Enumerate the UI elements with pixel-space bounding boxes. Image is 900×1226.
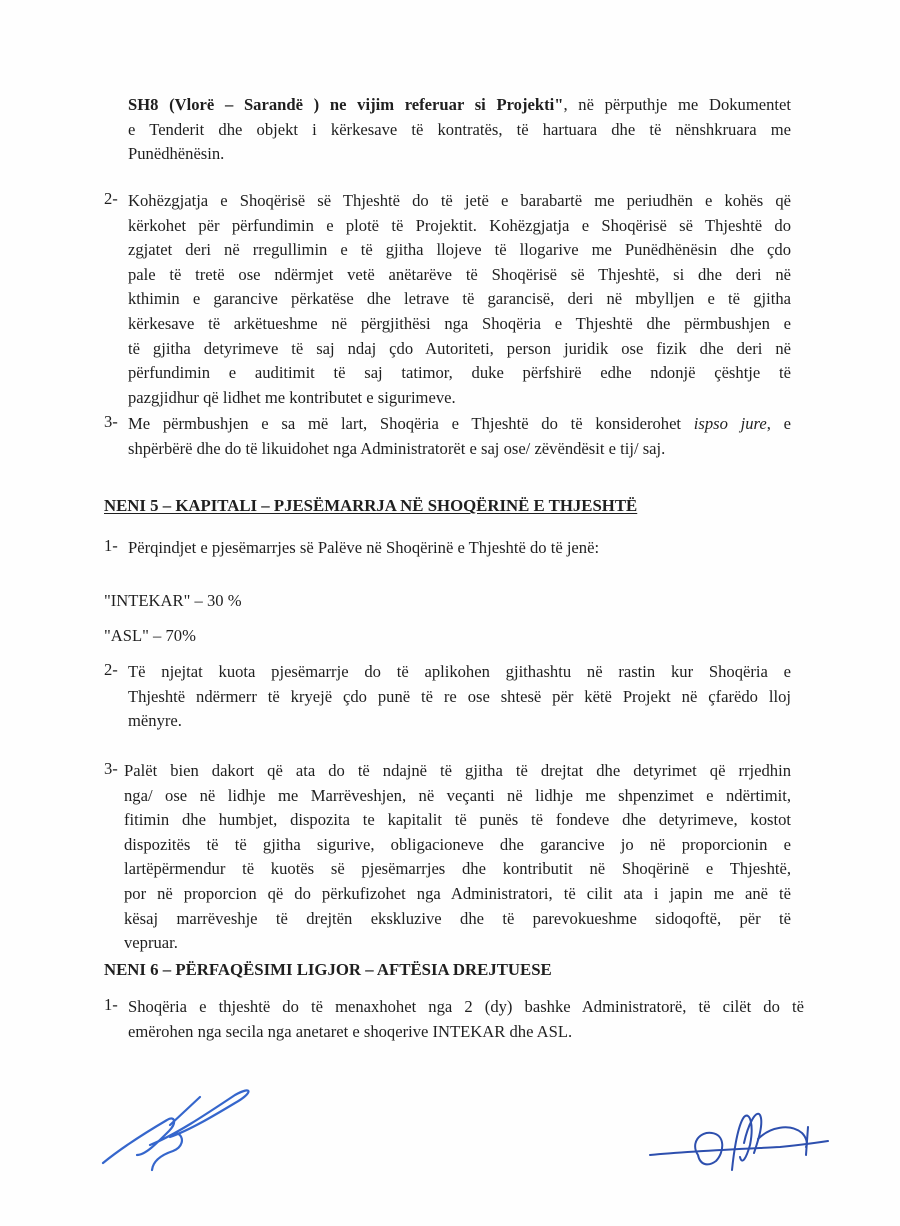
article4-item-3 <box>104 412 791 461</box>
item-text: Të njejtat kuota pjesëmarrje do të aplikohen gjithashtu në rastin kur Shoqëria e Thjeshtë ndërmerr të kryejë çdo punë të re ose shtesë për këtë Projekt në çfarëdo lloj mënyre. <box>128 662 791 731</box>
item-number: 3- <box>104 759 118 778</box>
item-text: Palët bien dakort që ata do të ndajnë të gjitha të drejtat dhe detyrimet që rrjedhin nga/ ose në lidhje me Marrëveshjen, në veçanti në lidhje me shpenzimet e ndërtimit, fitimin dhe humbjet, dispozita te kapitalit të punës të fondeve dhe detyrimeve, kostot dispozitës të të gjitha sigurive, obligacioneve dhe garancive jo në proporcionin e lartëpërmendur të kuotës së pjesëmarrjes dhe kontributit në Shoqërinë e Thjeshtë, por në proporcion që do përkufizohet nga Administratori, të cilit ata i japin me anë të kësaj marrëveshje të drejtën ekskluzive dhe të parevokueshme sidoqoftë, për të vepruar. <box>124 761 791 953</box>
intro-line-3: Punëdhënësin. <box>128 144 225 164</box>
item-text: Me përmbushjen e sa më lart, Shoqëria e Thjeshtë do të konsiderohet ispso jure, e shpërbërë dhe do të likuidohet nga Administratorët e saj ose/ zëvëndësit e tij/ saj. <box>128 414 791 458</box>
signature-left-icon <box>95 1075 265 1175</box>
article6-heading: NENI 6 – PËRFAQËSIMI LIGJOR – AFTËSIA DREJTUESE <box>104 960 552 979</box>
article5-item-1 <box>104 536 791 561</box>
item-text: Kohëzgjatja e Shoqërisë së Thjeshtë do të jetë e barabartë me periudhën e kohës që kërkohet për përfundimin e plotë të Projektit. Kohëzgjatja e Shoqërisë së Thjeshtë do zgjatet deri në rregullimin e të gjitha llojeve të llogarive me Punëdhënësin dhe çdo pale të tretë ose ndërmjet vetë anëtarëve të Shoqërisë së Thjeshtë, si dhe deri në kthimin e garancive përkatëse dhe letrave të garancisë, deri në mbylljen e të gjitha kërkesave të arkëtueshme në përgjithësi nga Shoqëria e Thjeshtë dhe përmbushjen e të gjitha detyrimeve të saj ndaj çdo Autoriteti, person juridik ose fizik dhe deri në përfundimin e auditimit të saj tatimor, duke përfshirë edhe ndonjë çështje të pazgjidhur që lidhet me kontributet e sigurimeve. <box>128 191 791 407</box>
article5-item-3 <box>104 759 791 956</box>
party-name: "INTEKAR" <box>104 591 191 610</box>
signature-right-icon <box>640 1095 830 1175</box>
project-reference: SH8 (Vlorë – Sarandë ) ne vijim referuar si Projekti" <box>128 95 564 114</box>
share-percent: 70% <box>165 626 196 645</box>
item-text: Përqindjet e pjesëmarrjes së Palëve në Shoqërinë e Thjeshtë do të jenë: <box>128 538 600 557</box>
item-number: 1- <box>104 995 118 1014</box>
intro-line-1: SH8 (Vlorë – Sarandë ) ne vijim referuar si Projekti", në përputhje me Dokumentet <box>128 95 791 114</box>
share-intekar: "INTEKAR" – 30 % <box>104 591 242 610</box>
share-asl: "ASL" – 70% <box>104 626 196 645</box>
item-number: 1- <box>104 536 118 555</box>
article6-item-1 <box>104 995 804 1044</box>
intro-line-2: e Tenderit dhe objekt i kërkesave të kontratës, të hartuara dhe të nënshkruara me <box>128 119 791 139</box>
share-percent: 30 % <box>206 591 242 610</box>
item-text: Shoqëria e thjeshtë do të menaxhohet nga 2 (dy) bashke Administratorë, të cilët do të emërohen nga secila nga anetaret e shoqerive INTEKAR dhe ASL. <box>128 997 804 1041</box>
party-name: "ASL" <box>104 626 149 645</box>
intro-paragraph <box>128 93 791 167</box>
article4-item-2 <box>104 189 791 410</box>
item-number: 3- <box>104 412 118 431</box>
item-number: 2- <box>104 660 118 679</box>
article5-heading: NENI 5 – KAPITALI – PJESËMARRJA NË SHOQËRINË E THJESHTË <box>104 496 638 515</box>
article5-item-2 <box>104 660 791 734</box>
latin-term: ispso jure <box>693 414 767 433</box>
item-number: 2- <box>104 189 118 208</box>
